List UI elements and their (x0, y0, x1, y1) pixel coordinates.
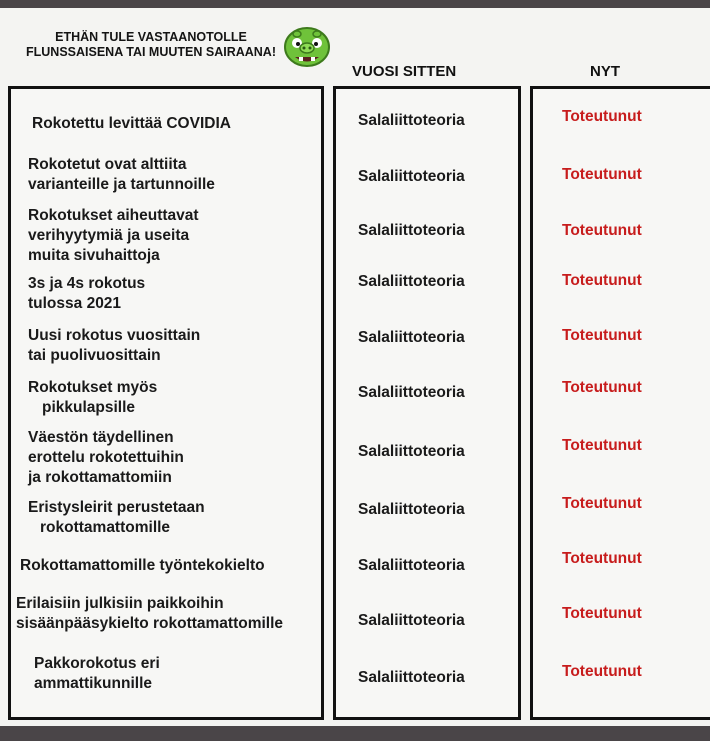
now-status: Toteutunut (562, 166, 642, 183)
claim-line: pikkulapsille (42, 399, 136, 416)
claim-cell (28, 378, 157, 418)
claim-cell (28, 274, 145, 314)
claim-line: Rokotukset aiheuttavat (28, 207, 199, 224)
past-status: Salaliittoteoria (358, 501, 465, 518)
past-status: Salaliittoteoria (358, 557, 465, 574)
claim-line: muita sivuhaittoja (28, 247, 160, 264)
notice-line-1: ETHÄN TULE VASTAANOTOLLE (55, 30, 247, 44)
claim-cell (28, 428, 184, 488)
claim-cell (28, 155, 215, 195)
claim-line: ja rokottamattomiin (28, 469, 172, 486)
past-status: Salaliittoteoria (358, 384, 465, 401)
claim-line: Rokottamattomille työntekokielto (20, 557, 265, 574)
claim-line: Eristysleirit perustetaan (28, 499, 205, 516)
claim-line: sisäänpääsykielto rokottamattomille (16, 615, 284, 632)
now-status: Toteutunut (562, 222, 642, 239)
now-status: Toteutunut (562, 605, 642, 622)
claim-line: erottelu rokotettuihin (28, 449, 184, 466)
claim-line: verihyytymiä ja useita (28, 227, 190, 244)
column-header-past: VUOSI SITTEN (352, 63, 457, 80)
claim-line: Rokotetut ovat alttiita (28, 156, 187, 173)
clinic-notice (6, 30, 296, 60)
claim-line: Väestön täydellinen (28, 429, 174, 446)
notice-line-2: FLUNSSAISENA TAI MUUTEN SAIRAANA! (26, 45, 276, 59)
past-status: Salaliittoteoria (358, 222, 465, 239)
claim-line: tulossa 2021 (28, 295, 122, 312)
now-status: Toteutunut (562, 379, 642, 396)
claim-cell (28, 206, 199, 266)
claim-cell (28, 498, 205, 538)
claim-line: ammattikunnille (34, 675, 152, 692)
now-status: Toteutunut (562, 272, 642, 289)
past-status: Salaliittoteoria (358, 329, 465, 346)
green-pig-icon (282, 22, 332, 68)
meme-sheet (0, 8, 710, 726)
now-status: Toteutunut (562, 108, 642, 125)
now-status: Toteutunut (562, 437, 642, 454)
now-status: Toteutunut (562, 495, 642, 512)
past-status: Salaliittoteoria (358, 112, 465, 129)
claim-cell (28, 326, 200, 366)
claim-cell (32, 114, 231, 134)
claim-cell (34, 654, 160, 694)
claim-line: rokottamattomille (40, 519, 171, 536)
past-status: Salaliittoteoria (358, 443, 465, 460)
now-status: Toteutunut (562, 663, 642, 680)
claim-line: Uusi rokotus vuosittain (28, 327, 201, 344)
column-header-now: NYT (590, 63, 620, 80)
now-status: Toteutunut (562, 327, 642, 344)
past-status: Salaliittoteoria (358, 612, 465, 629)
now-status: Toteutunut (562, 550, 642, 567)
claim-line: varianteille ja tartunnoille (28, 176, 215, 193)
past-status: Salaliittoteoria (358, 669, 465, 686)
claim-cell (20, 556, 265, 576)
claim-line: Rokotukset myös (28, 379, 158, 396)
claim-line: Erilaisiin julkisiin paikkoihin (16, 595, 224, 612)
past-status: Salaliittoteoria (358, 168, 465, 185)
claim-line: 3s ja 4s rokotus (28, 275, 146, 292)
past-status: Salaliittoteoria (358, 273, 465, 290)
claim-line: tai puolivuosittain (28, 347, 161, 364)
claim-line: Pakkorokotus eri (34, 655, 160, 672)
claim-cell (16, 594, 283, 634)
claim-line: Rokotettu levittää COVIDIA (32, 115, 231, 132)
